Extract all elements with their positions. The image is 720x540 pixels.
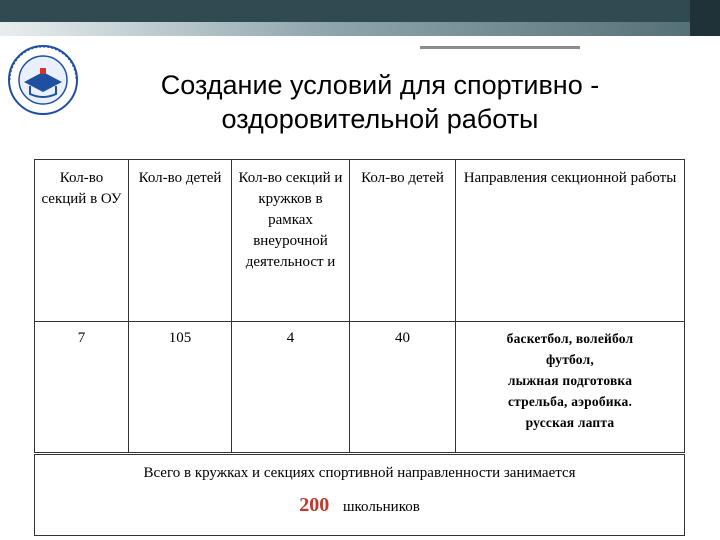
summary-number: 200: [299, 494, 330, 516]
header-cell-sections-in-school: Кол-во секций в ОУ: [35, 160, 129, 322]
header-cell-section-directions: Направления секционной работы: [456, 160, 685, 322]
value-children-extracurricular: 40: [350, 322, 456, 454]
header-cell-extracurricular-clubs: Кол-во секций и кружков в рамках внеурочной деятельност и: [232, 160, 350, 322]
value-extracurricular-clubs: 4: [232, 322, 350, 454]
table-summary-row: [35, 454, 685, 536]
summary-unit: школьников: [342, 499, 420, 515]
table-header-row: [35, 160, 685, 322]
list-item: стрельба, аэробика.: [507, 394, 633, 409]
value-sections-in-school: 7: [35, 322, 129, 454]
page-title: Создание условий для спортивно - оздоровительной работы: [160, 70, 600, 134]
list-item: футбол,: [546, 352, 594, 367]
header-cell-children-extracurricular: Кол-во детей: [350, 160, 456, 322]
section-directions-list: [456, 322, 685, 454]
list-item: баскетбол, волейбол: [506, 331, 634, 346]
slide-header-bar: [0, 0, 720, 22]
slide-header-corner: [690, 0, 720, 36]
summary-cell: [35, 454, 685, 536]
table-row: [35, 322, 685, 454]
header-cell-children: Кол-во детей: [129, 160, 232, 322]
sports-stats-table: [34, 159, 685, 536]
slide-header-accent: [0, 22, 720, 36]
decorative-line: [420, 46, 580, 49]
summary-count: [38, 495, 681, 518]
list-item: русская лапта: [525, 415, 615, 430]
list-item: лыжная подготовка: [507, 373, 633, 388]
summary-text: Всего в кружках и секциях спортивной направленности занимается: [143, 465, 576, 481]
value-children: 105: [129, 322, 232, 454]
